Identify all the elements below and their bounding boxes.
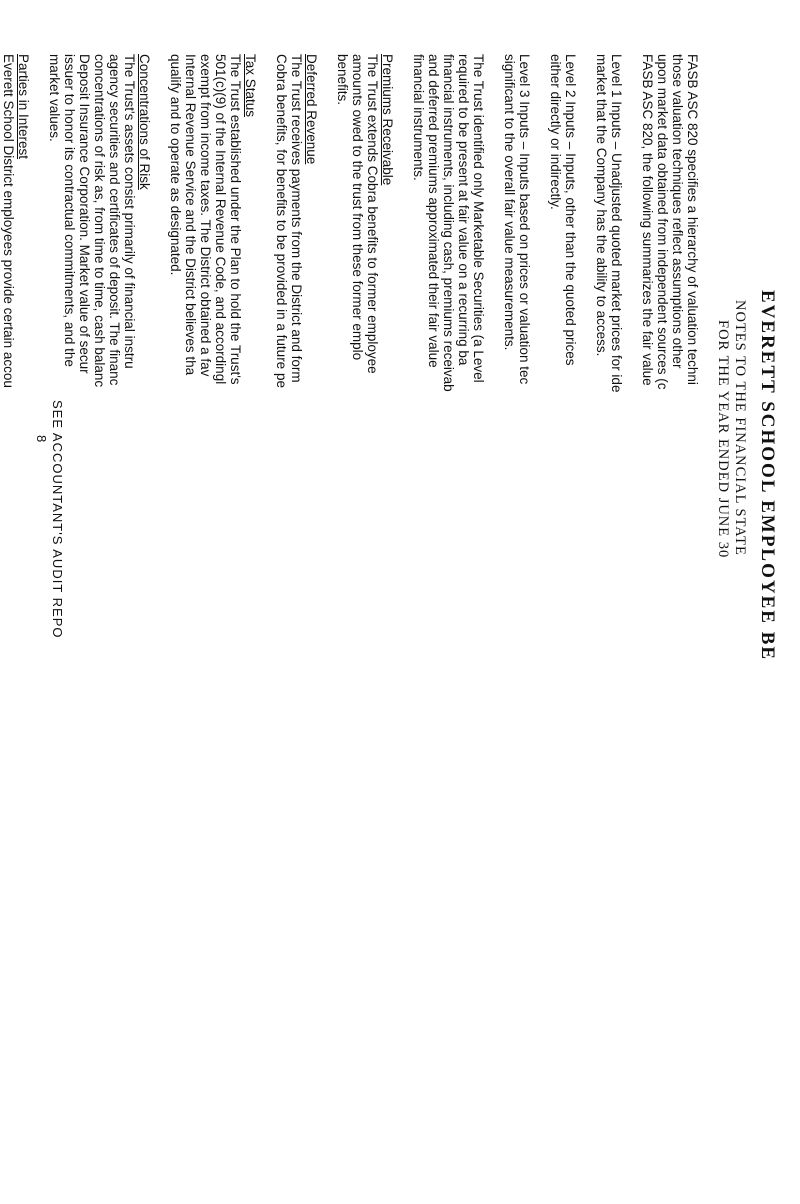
level3-paragraph <box>502 54 532 1204</box>
text-line: FASB ASC 820, the following summarizes the fair value <box>640 54 655 386</box>
text-line: Level 2 Inputs – Inputs, other than the quoted prices <box>563 54 578 366</box>
auditor-note: SEE ACCOUNTANT'S AUDIT REPO <box>50 400 65 639</box>
level2-paragraph <box>548 54 578 1204</box>
text-line: those valuation techniques reflect assumptions other <box>670 54 685 369</box>
fasb-paragraph <box>640 54 700 1204</box>
deferred-revenue-section <box>274 54 319 1204</box>
parties-in-interest-section <box>0 54 31 1204</box>
text-line: The Trust's assets consist primarily of financial instru <box>122 54 137 369</box>
text-line: Level 1 Inputs – Unadjusted quoted market prices for ide <box>609 54 624 393</box>
text-line: market that the Company has the ability to access. <box>594 54 609 357</box>
document-period: FOR THE YEAR ENDED JUNE 30 <box>715 320 731 559</box>
level1-paragraph <box>594 54 624 1204</box>
text-line: Cobra benefits, for benefits to be provided in a future pe <box>274 54 289 388</box>
section-heading: Deferred Revenue <box>304 54 319 165</box>
text-line: upon market data obtained from independent sources (c <box>655 54 670 390</box>
rotated-document-page <box>1 0 800 1200</box>
trust-identified-paragraph <box>411 54 486 1204</box>
text-line: Deposit Insurance Corporation. Market value of secur <box>77 54 92 374</box>
text-line: Internal Revenue Service and the District believes tha <box>183 54 198 376</box>
document-title: EVERETT SCHOOL EMPLOYEE BE <box>757 290 778 662</box>
text-line: The Trust extends Cobra benefits to former employee <box>365 54 380 374</box>
text-line <box>0 54 1 1204</box>
premiums-receivable-section <box>335 54 395 1204</box>
text-line: The Trust identified only Marketable Securities (a Level <box>471 54 486 383</box>
text-line: The Trust established under the Plan to hold the Trust's <box>228 54 243 385</box>
document-subtitle: NOTES TO THE FINANCIAL STATE <box>732 300 748 556</box>
text-line: financial instruments, including cash, premiums receivab <box>441 54 456 392</box>
text-line: and deferred premiums approximated their fair value <box>426 54 441 368</box>
text-line: market values. <box>47 54 62 142</box>
text-line: The Trust receives payments from the District and form <box>289 54 304 383</box>
text-line: required to be present at fair value on a recurring ba <box>456 54 471 366</box>
text-line: issuer to honor its contractual commitments, and the <box>62 54 77 367</box>
text-line: financial instruments. <box>411 54 426 181</box>
notes-body <box>0 54 700 1204</box>
section-heading: Tax Status <box>243 54 258 118</box>
text-line: FASB ASC 820 specifies a hierarchy of valuation techni <box>685 54 700 385</box>
text-line: benefits. <box>335 54 350 106</box>
tax-status-section <box>168 54 258 1204</box>
section-heading: Premiums Receivable <box>380 54 395 186</box>
text-line: Everett School District employees provide certain accou <box>1 54 16 388</box>
section-heading: Parties in Interest <box>16 54 31 160</box>
text-line: amounts owed to the trust from these former emplo <box>350 54 365 361</box>
text-line: either directly or indirectly. <box>548 54 563 210</box>
text-line: significant to the overall fair value measurements. <box>502 54 517 351</box>
text-line: qualify and to operate as designated. <box>168 54 183 276</box>
section-heading: Concentrations of Risk <box>137 54 152 190</box>
page-number: 8 <box>34 435 49 443</box>
text-line: exempt from income taxes. The District obtained a fav <box>198 54 213 377</box>
text-line: 501(c)(9) of the Internal Revenue Code, and accordingl <box>213 54 228 385</box>
text-line: concentrations of risk as, from time to time, cash balanc <box>92 54 107 388</box>
text-line: Level 3 Inputs – Inputs based on prices or valuation tec <box>517 54 532 385</box>
text-line: agency securities and certificates of deposit. The financ <box>107 54 122 386</box>
